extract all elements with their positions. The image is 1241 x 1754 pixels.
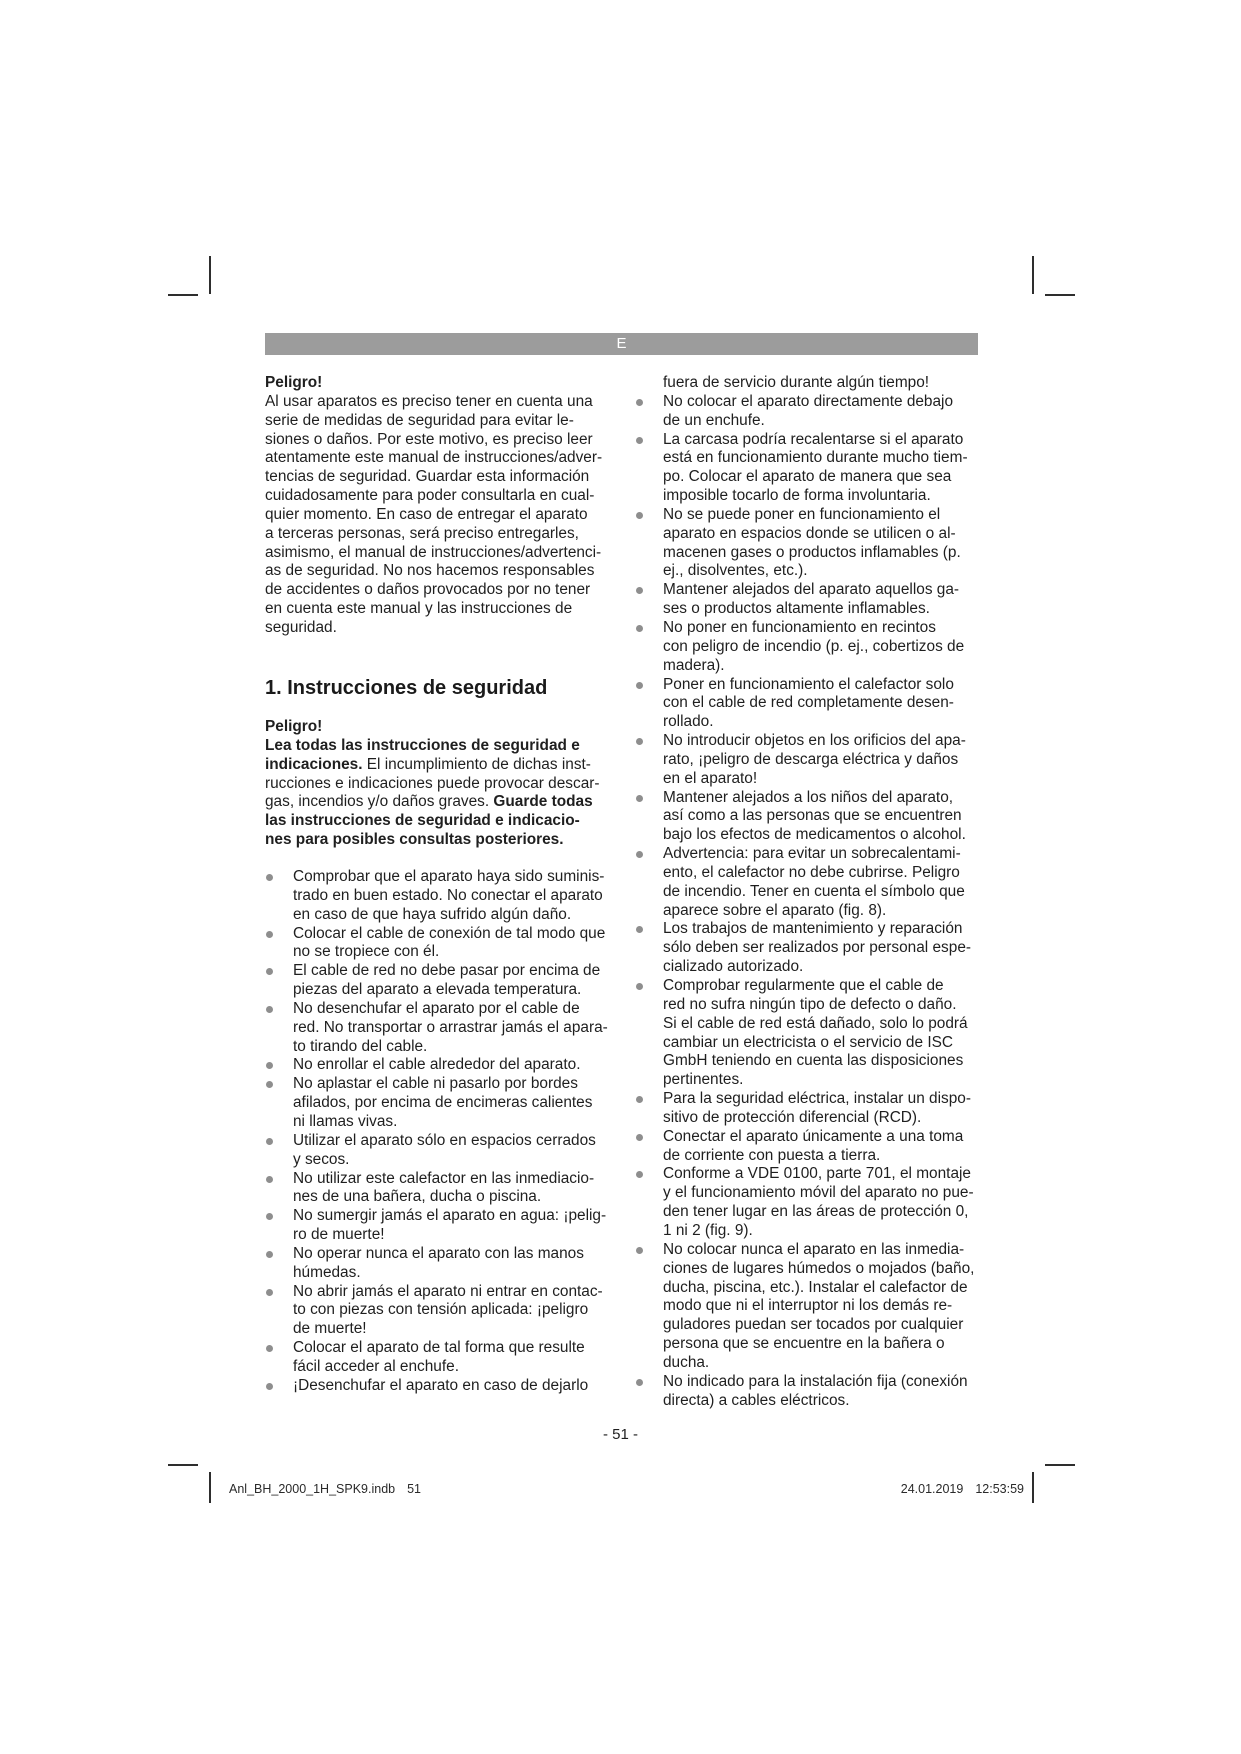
safety-item: No indicado para la instalación fija (conexión directa) a cables eléctricos. bbox=[635, 1373, 985, 1411]
footer-time: 12:53:59 bbox=[975, 1482, 1024, 1496]
safety-item: La carcasa podría recalentarse si el aparato está en funcionamiento durante mucho tiem- po. Colocar el aparato de manera que sea imposible tocarlo de forma involuntaria. bbox=[635, 431, 985, 506]
section-warning bbox=[265, 718, 605, 850]
crop-mark-top-left-horizontal bbox=[168, 294, 198, 296]
safety-item: Comprobar que el aparato haya sido suminis- trado en buen estado. No conectar el aparato en caso de que haya sufrido algún daño. bbox=[265, 868, 615, 925]
safety-item: Colocar el cable de conexión de tal modo que no se tropiece con él. bbox=[265, 925, 615, 963]
safety-item: No enrollar el cable alrededor del aparato. bbox=[265, 1056, 615, 1075]
right-column bbox=[635, 374, 985, 1410]
crop-mark-bottom-left-vertical bbox=[209, 1472, 211, 1503]
intro-paragraph: Al usar aparatos es preciso tener en cuenta una serie de medidas de seguridad para evitar le- siones o daños. Por este motivo, es preciso leer atentamente este manual de instrucciones/adver- tencias de seguridad. Guardar esta información cuidadosamente para poder consultarla en cual- quier momento. En caso de entregar el aparato a terceras personas, será preciso entregarles, asimismo, el manual de instrucciones/advertenci- as de seguridad. No nos hacemos responsables de accidentes o daños provocados por no tener en cuenta este manual y las instrucciones de seguridad. bbox=[265, 392, 603, 636]
safety-item: ¡Desenchufar el aparato en caso de dejarlo bbox=[265, 1377, 615, 1396]
warning-title: Peligro! bbox=[265, 374, 323, 391]
warning-title: Peligro! bbox=[265, 718, 323, 735]
footer-date: 24.01.2019 bbox=[900, 1482, 964, 1496]
crop-mark-top-right-horizontal bbox=[1045, 294, 1075, 296]
crop-mark-bottom-right-horizontal bbox=[1045, 1464, 1075, 1466]
crop-mark-bottom-left-horizontal bbox=[168, 1464, 198, 1466]
safety-item: Para la seguridad eléctrica, instalar un dispo- sitivo de protección diferencial (RCD). bbox=[635, 1090, 985, 1128]
safety-list-right bbox=[635, 393, 985, 1411]
section-heading: 1. Instrucciones de seguridad bbox=[265, 677, 548, 699]
language-header-bar bbox=[265, 333, 978, 355]
safety-item: No abrir jamás el aparato ni entrar en contac- to con piezas con tensión aplicada: ¡peligro de muerte! bbox=[265, 1283, 615, 1340]
crop-mark-bottom-right-vertical bbox=[1032, 1472, 1034, 1503]
warning-bold-text: Lea todas las instrucciones de seguridad e indicaciones. bbox=[265, 736, 580, 773]
footer-timestamp bbox=[901, 1481, 1024, 1497]
crop-mark-top-right-vertical bbox=[1032, 256, 1034, 294]
safety-item: No utilizar este calefactor en las inmediacio- nes de una bañera, ducha o piscina. bbox=[265, 1170, 615, 1208]
footer-file-info bbox=[229, 1481, 421, 1497]
page-number: - 51 - bbox=[602, 1426, 638, 1443]
safety-item: Utilizar el aparato sólo en espacios cerrados y secos. bbox=[265, 1132, 615, 1170]
safety-item: No desenchufar el aparato por el cable de red. No transportar o arrastrar jamás el apara- to tirando del cable. bbox=[265, 1000, 615, 1057]
safety-item: Mantener alejados del aparato aquellos ga- ses o productos altamente inflamables. bbox=[635, 581, 985, 619]
safety-item: Conforme a VDE 0100, parte 701, el montaje y el funcionamiento móvil del aparato no pue- den tener lugar en las áreas de protección 0, 1 ni 2 (fig. 9). bbox=[635, 1165, 985, 1240]
safety-item: Comprobar regularmente que el cable de red no sufra ningún tipo de defecto o daño. Si el cable de red está dañado, solo lo podrá cambiar un electricista o el servicio de ISC GmbH teniendo en cuenta las disposiciones pertinentes. bbox=[635, 977, 985, 1090]
safety-list-left bbox=[265, 868, 615, 1396]
warning-bold-text: Guarde todas las instrucciones de seguridad e indicacio- nes para posibles consultas posteriores. bbox=[265, 793, 593, 849]
safety-item: No poner en funcionamiento en recintos con peligro de incendio (p. ej., cobertizos de madera). bbox=[635, 619, 985, 676]
safety-item: No operar nunca el aparato con las manos húmedas. bbox=[265, 1245, 615, 1283]
safety-item: Los trabajos de mantenimiento y reparación sólo deben ser realizados por personal espe- cializado autorizado. bbox=[635, 920, 985, 977]
crop-mark-top-left-vertical bbox=[209, 256, 211, 294]
safety-item: No sumergir jamás el aparato en agua: ¡pelig- ro de muerte! bbox=[265, 1207, 615, 1245]
safety-item: Colocar el aparato de tal forma que resulte fácil acceder al enchufe. bbox=[265, 1339, 615, 1377]
safety-item: El cable de red no debe pasar por encima de piezas del aparato a elevada temperatura. bbox=[265, 962, 615, 1000]
safety-item: Advertencia: para evitar un sobrecalentami- ento, el calefactor no debe cubrirse. Peligro de incendio. Tener en cuenta el símbolo que aparece sobre el aparato (fig. 8). bbox=[635, 845, 985, 920]
intro-warning bbox=[265, 374, 605, 638]
safety-item: Poner en funcionamiento el calefactor solo con el cable de red completamente desen- rollado. bbox=[635, 676, 985, 733]
safety-item: No introducir objetos en los orificios del apa- rato, ¡peligro de descarga eléctrica y daños en el aparato! bbox=[635, 732, 985, 789]
safety-item: No aplastar el cable ni pasarlo por bordes afilados, por encima de encimeras calientes ni llamas vivas. bbox=[265, 1075, 615, 1132]
safety-item: No se puede poner en funcionamiento el aparato en espacios donde se utilicen o al- macenen gases o productos inflamables (p. ej., disolventes, etc.). bbox=[635, 506, 985, 581]
safety-item: Conectar el aparato únicamente a una toma de corriente con puesta a tierra. bbox=[635, 1128, 985, 1166]
continued-item-text: fuera de servicio durante algún tiempo! bbox=[663, 374, 930, 391]
safety-item: No colocar nunca el aparato en las inmedia- ciones de lugares húmedos o mojados (baño, ducha, piscina, etc.). Instalar el calefactor de modo que ni el interruptor ni los demás re- guladores puedan ser tocados por cualquier persona que se encuentre en la bañera o ducha. bbox=[635, 1241, 985, 1373]
safety-item: No colocar el aparato directamente debajo de un enchufe. bbox=[635, 393, 985, 431]
footer-page: 51 bbox=[407, 1482, 422, 1496]
safety-item: Mantener alejados a los niños del aparato, así como a las personas que se encuentren bajo los efectos de medicamentos o alcohol. bbox=[635, 789, 985, 846]
warning-instructions bbox=[265, 737, 605, 850]
language-tab-label: E bbox=[616, 335, 627, 352]
footer-file-name: Anl_BH_2000_1H_SPK9.indb bbox=[229, 1482, 396, 1496]
warning-text: El incumplimiento de dichas inst- rucciones e indicaciones puede provocar descar- gas, incendios y/o daños graves. bbox=[265, 755, 600, 811]
